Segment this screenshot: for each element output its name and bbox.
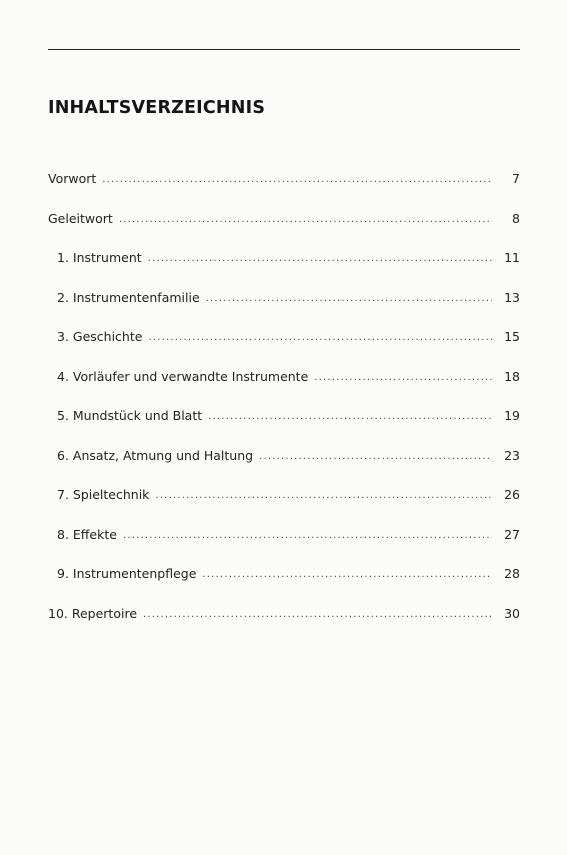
toc-entry-geleitwort[interactable] xyxy=(48,210,520,250)
toc-entry-page-number: 13 xyxy=(504,289,520,305)
toc-entry-page-number: 28 xyxy=(504,566,520,581)
toc-entry-spieltechnik[interactable] xyxy=(48,486,520,526)
toc-entry-label: Geleitwort xyxy=(48,210,113,226)
dot-leader xyxy=(208,407,492,427)
dot-leader xyxy=(259,447,492,467)
toc-entry-instrumentenpflege[interactable] xyxy=(48,565,520,605)
toc-entry-effekte[interactable] xyxy=(48,526,520,566)
toc-entry-instrument[interactable] xyxy=(48,249,520,289)
toc-entry-instrumentenfamilie[interactable] xyxy=(48,289,520,329)
toc-entry-label: 5. Mundstück und Blatt xyxy=(57,408,203,423)
toc-entry-page-number: 27 xyxy=(504,526,520,542)
toc-entry-repertoire[interactable] xyxy=(48,605,520,645)
toc-entry-label: 7. Spieltechnik xyxy=(57,487,150,502)
toc-entry-label: Vorwort xyxy=(48,171,97,186)
toc-entry-label: 2. Instrumentenfamilie xyxy=(57,289,200,305)
toc-entry-page-number: 19 xyxy=(504,408,520,423)
toc-entry-geschichte[interactable] xyxy=(48,328,520,368)
dot-leader xyxy=(202,565,492,585)
toc-entry-label: 3. Geschichte xyxy=(57,329,143,344)
toc-entry-label: 6. Ansatz, Atmung und Haltung xyxy=(57,447,254,463)
dot-leader xyxy=(119,210,492,230)
dot-leader xyxy=(123,526,492,546)
dot-leader xyxy=(206,289,492,309)
toc-entry-page-number: 26 xyxy=(504,487,520,502)
toc-entry-vorlaeufer[interactable] xyxy=(48,368,520,408)
toc-entry-page-number: 15 xyxy=(504,329,520,344)
toc-entry-label: 4. Vorläufer und verwandte Instrumente xyxy=(57,368,309,384)
toc-entry-mundstueck[interactable] xyxy=(48,407,520,447)
dot-leader xyxy=(148,249,492,269)
toc-entry-vorwort[interactable] xyxy=(48,170,520,210)
dot-leader xyxy=(143,605,492,625)
toc-entry-label: 1. Instrument xyxy=(57,250,142,265)
toc-entry-label: 9. Instrumentenpflege xyxy=(57,566,197,581)
toc-entry-page-number: 23 xyxy=(504,447,520,463)
toc-entry-page-number: 30 xyxy=(504,605,520,621)
toc-entry-page-number: 18 xyxy=(504,368,520,384)
toc-entry-ansatz[interactable] xyxy=(48,447,520,487)
dot-leader xyxy=(155,486,492,506)
toc-entry-label: 8. Effekte xyxy=(57,526,117,542)
toc-entry-page-number: 8 xyxy=(512,210,520,226)
dot-leader xyxy=(314,368,492,388)
toc-entry-page-number: 7 xyxy=(512,171,520,186)
toc-entry-page-number: 11 xyxy=(504,250,520,265)
dot-leader xyxy=(102,170,492,190)
dot-leader xyxy=(148,328,492,348)
header-rule xyxy=(48,49,520,50)
table-of-contents xyxy=(48,170,520,644)
toc-entry-label: 10. Repertoire xyxy=(48,605,138,621)
page-title: INHALTSVERZEICHNIS xyxy=(48,98,266,118)
